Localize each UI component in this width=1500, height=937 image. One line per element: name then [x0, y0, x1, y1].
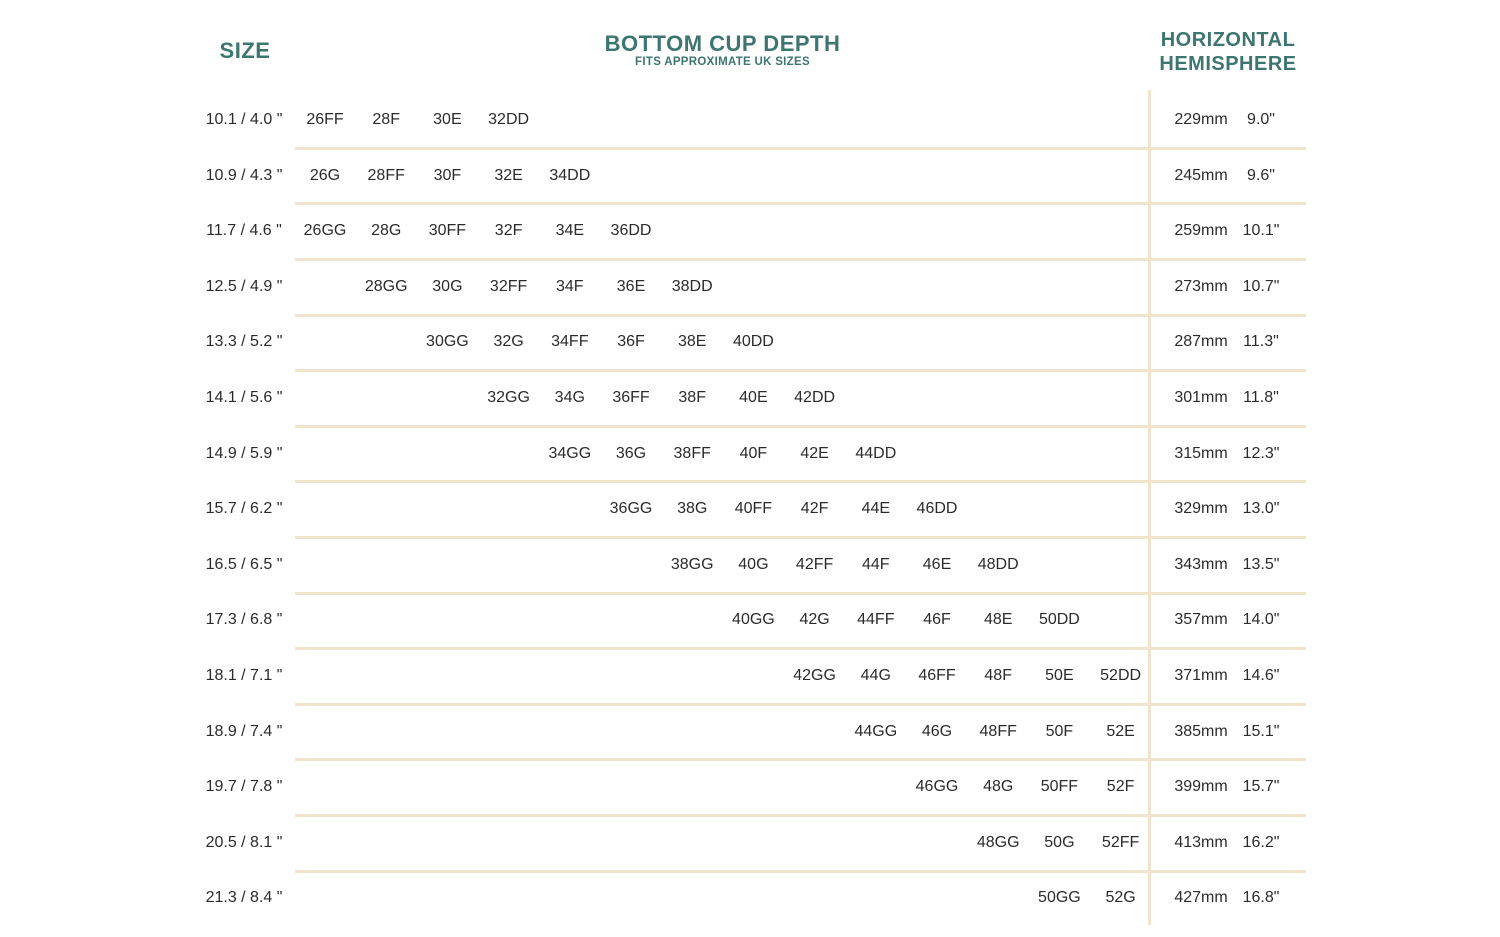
row-size-label: 13.3 / 5.2 ": [205, 333, 283, 351]
cup-size-cell: 34GG: [548, 444, 592, 462]
cup-size-cell: 28FF: [367, 166, 405, 184]
cup-size-cell: 44FF: [857, 611, 895, 629]
cup-depth-header: BOTTOM CUP DEPTH: [604, 31, 841, 56]
row-divider: [295, 480, 1306, 483]
cup-size-cell: 26G: [309, 166, 341, 184]
cup-size-cell: 40GG: [732, 611, 775, 629]
cup-size-cell: 48F: [984, 667, 1012, 684]
cup-size-cell: 28F: [372, 111, 400, 128]
cup-size-cell: 36DD: [610, 222, 652, 240]
hemisphere-inch: 15.7": [1242, 778, 1280, 796]
hemisphere-mm: 273mm: [1174, 277, 1228, 295]
cup-size-cell: 50FF: [1040, 778, 1079, 796]
hemisphere-mm: 315mm: [1174, 444, 1228, 462]
cup-size-cell: 40G: [738, 555, 769, 573]
cup-size-cell: 42GG: [793, 667, 836, 684]
cup-size-cell: 46G: [921, 722, 953, 740]
row-size-label: 15.7 / 6.2 ": [205, 500, 283, 518]
cup-size-cell: 46E: [922, 555, 952, 573]
hemisphere-inch: 16.2": [1242, 833, 1280, 851]
hemisphere-mm: 357mm: [1174, 611, 1228, 629]
cup-size-cell: 36FF: [612, 389, 650, 406]
row-divider: [295, 369, 1306, 372]
row-divider: [295, 758, 1306, 761]
cup-size-cell: 40E: [739, 389, 768, 406]
hemisphere-mm: 343mm: [1174, 555, 1228, 573]
row-divider: [295, 258, 1306, 261]
row-size-label: 12.5 / 4.9 ": [205, 277, 283, 295]
row-divider: [295, 202, 1306, 205]
column-divider: [1148, 90, 1151, 925]
row-size-label: 16.5 / 6.5 ": [205, 555, 283, 573]
hemisphere-inch: 15.1": [1242, 722, 1280, 740]
hemisphere-mm: 287mm: [1174, 333, 1228, 351]
cup-size-cell: 44DD: [855, 444, 897, 462]
cup-size-cell: 48DD: [977, 555, 1019, 573]
cup-size-cell: 50DD: [1038, 611, 1080, 629]
cup-size-cell: 44GG: [854, 722, 898, 740]
cup-size-cell: 42DD: [794, 389, 836, 406]
cup-size-cell: 50G: [1044, 833, 1075, 851]
hemisphere-inch: 14.6": [1242, 667, 1280, 684]
hemisphere-inch: 16.8": [1242, 889, 1280, 907]
hemisphere-inch: 10.7": [1242, 277, 1280, 295]
cup-size-cell: 38FF: [673, 444, 711, 462]
cup-size-cell: 30F: [433, 166, 462, 184]
cup-depth-subtitle: FITS APPROXIMATE UK SIZES: [635, 56, 810, 68]
hemisphere-inch: 13.5": [1242, 555, 1280, 573]
cup-size-cell: 34DD: [549, 166, 591, 184]
cup-size-cell: 46F: [923, 611, 951, 629]
cup-size-cell: 42G: [799, 611, 830, 629]
row-size-label: 10.1 / 4.0 ": [205, 111, 283, 128]
cup-size-cell: 32F: [494, 222, 523, 240]
hemisphere-inch: 14.0": [1242, 611, 1280, 629]
hemisphere-inch: 10.1": [1242, 222, 1280, 240]
row-divider: [295, 703, 1306, 706]
cup-size-cell: 36F: [617, 333, 645, 351]
cup-size-cell: 46DD: [916, 500, 958, 518]
row-divider: [295, 536, 1306, 539]
cup-size-cell: 46FF: [918, 667, 956, 684]
cup-size-cell: 32DD: [488, 111, 530, 128]
hemisphere-inch: 11.3": [1243, 333, 1279, 351]
cup-size-cell: 34E: [555, 222, 585, 240]
cup-size-cell: 26GG: [303, 222, 347, 240]
cup-size-cell: 30G: [432, 277, 463, 295]
cup-size-cell: 40F: [739, 444, 768, 462]
cup-size-cell: 44G: [860, 667, 891, 684]
cup-size-cell: 34G: [554, 389, 585, 406]
cup-size-cell: 32G: [493, 333, 524, 351]
cup-size-cell: 50E: [1045, 667, 1074, 684]
cup-size-cell: 48GG: [976, 833, 1020, 851]
row-size-label: 17.3 / 6.8 ": [205, 611, 283, 629]
hemisphere-header-line1: HORIZONTAL: [1160, 29, 1296, 51]
cup-size-cell: 52FF: [1101, 833, 1140, 851]
hemisphere-mm: 427mm: [1174, 889, 1228, 907]
hemisphere-mm: 301mm: [1174, 389, 1228, 406]
cup-size-cell: 44E: [861, 500, 891, 518]
row-divider: [295, 592, 1306, 595]
cup-size-cell: 42E: [800, 444, 829, 462]
row-size-label: 11.7 / 4.6 ": [206, 222, 282, 240]
row-size-label: 18.1 / 7.1 ": [205, 667, 283, 684]
hemisphere-column-header: [1140, 28, 1316, 76]
cup-size-cell: 50GG: [1038, 889, 1081, 907]
cup-size-cell: 36E: [616, 277, 646, 295]
cup-size-cell: 38GG: [670, 555, 714, 573]
row-size-label: 19.7 / 7.8 ": [205, 778, 283, 796]
hemisphere-mm: 371mm: [1174, 667, 1228, 684]
cup-size-cell: 38G: [677, 500, 708, 518]
hemisphere-mm: 413mm: [1174, 833, 1228, 851]
hemisphere-inch: 13.0": [1242, 500, 1280, 518]
hemisphere-inch: 9.6": [1247, 166, 1275, 184]
cup-size-cell: 42F: [800, 500, 829, 518]
row-divider: [295, 425, 1306, 428]
cup-size-cell: 36GG: [609, 500, 653, 518]
cup-size-cell: 36G: [615, 444, 647, 462]
cup-size-cell: 40FF: [734, 500, 773, 518]
cup-size-cell: 50F: [1045, 722, 1074, 740]
cup-size-cell: 52DD: [1100, 667, 1142, 684]
cup-size-cell: 48G: [983, 778, 1014, 796]
cup-size-cell: 34F: [556, 277, 584, 295]
cup-size-cell: 38E: [677, 333, 707, 351]
size-column-header: SIZE: [219, 38, 271, 63]
cup-size-cell: 46GG: [915, 778, 959, 796]
row-size-label: 20.5 / 8.1 ": [205, 833, 283, 851]
cup-size-cell: 32E: [494, 166, 523, 184]
cup-size-cell: 48E: [983, 611, 1013, 629]
hemisphere-mm: 229mm: [1174, 111, 1228, 128]
cup-size-cell: 30FF: [428, 222, 467, 240]
row-size-label: 14.9 / 5.9 ": [205, 444, 283, 462]
cup-size-cell: 52E: [1106, 722, 1135, 740]
hemisphere-mm: 329mm: [1174, 500, 1228, 518]
hemisphere-inch: 12.3": [1242, 444, 1280, 462]
hemisphere-mm: 399mm: [1174, 778, 1228, 796]
row-divider: [295, 147, 1306, 150]
hemisphere-mm: 245mm: [1174, 166, 1228, 184]
row-divider: [295, 647, 1306, 650]
cup-size-cell: 40DD: [732, 333, 774, 351]
row-divider: [295, 814, 1306, 817]
cup-size-cell: 32GG: [487, 389, 530, 406]
hemisphere-header-line2: HEMISPHERE: [1159, 53, 1297, 75]
row-size-label: 10.9 / 4.3 ": [205, 166, 283, 184]
cup-size-cell: 38DD: [671, 277, 713, 295]
cup-size-cell: 34FF: [551, 333, 589, 351]
cup-size-cell: 28G: [371, 222, 402, 240]
row-divider: [295, 870, 1306, 873]
cup-size-cell: 48FF: [979, 722, 1017, 740]
cup-size-cell: 38F: [678, 389, 706, 406]
cup-size-cell: 44F: [862, 555, 890, 573]
hemisphere-mm: 385mm: [1174, 722, 1228, 740]
cup-size-cell: 30GG: [426, 333, 469, 351]
cup-size-cell: 42FF: [795, 555, 834, 573]
hemisphere-inch: 11.8": [1243, 389, 1279, 406]
cup-size-cell: 52G: [1105, 889, 1136, 907]
hemisphere-inch: 9.0": [1247, 111, 1275, 128]
cup-size-cell: 32FF: [489, 277, 528, 295]
row-size-label: 14.1 / 5.6 ": [205, 389, 283, 406]
cup-size-cell: 30E: [433, 111, 462, 128]
row-divider: [295, 314, 1306, 317]
cup-size-cell: 28GG: [364, 277, 408, 295]
cup-size-cell: 26FF: [306, 111, 344, 128]
cup-size-cell: 52F: [1106, 778, 1135, 796]
row-size-label: 18.9 / 7.4 ": [205, 722, 283, 740]
hemisphere-mm: 259mm: [1174, 222, 1228, 240]
row-size-label: 21.3 / 8.4 ": [205, 889, 283, 907]
